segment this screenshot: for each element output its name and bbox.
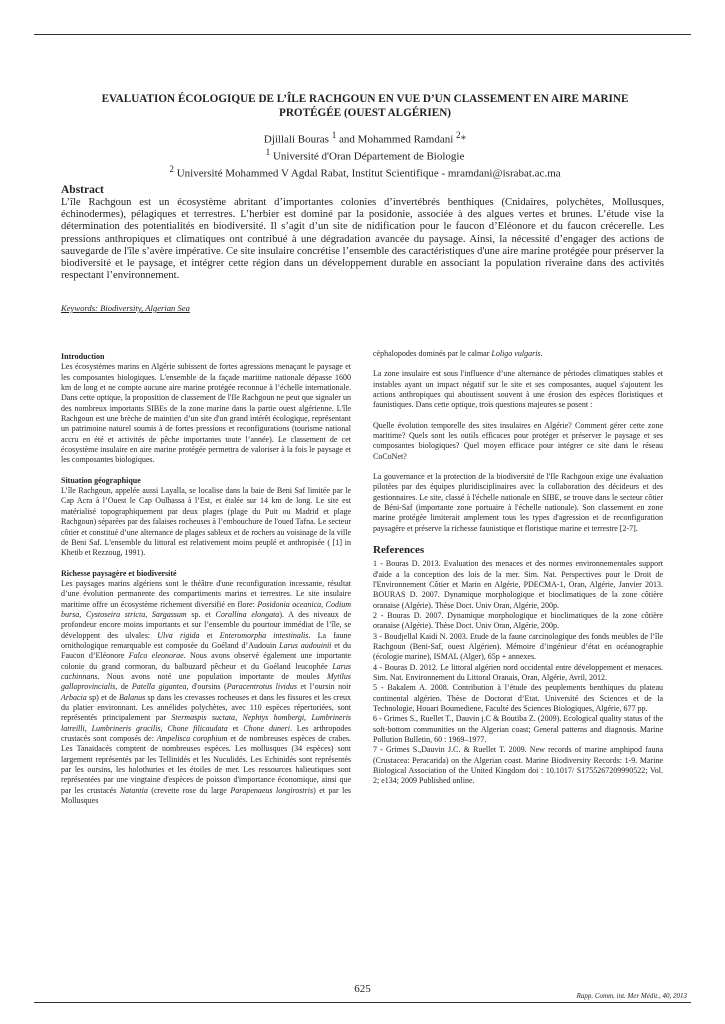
title-line-2: PROTÉGÉE (OUEST ALGÉRIEN) [279,107,451,119]
continuation-text: céphalopodes dominés par le calmar Loligo vulgaris. [373,349,543,358]
top-rule [34,34,691,35]
references-heading: References [373,544,425,557]
gouvernance-text: La gouvernance et la protection de la biodiversité de l'Ile Rachgoun exige une évaluation pilotées par des équipes pluridisciplinaires avec la collaboration des décideurs et des gestionnaires. Le site, classé à l'échelle nationale en SIBE, se trouve dans le secteur côtier de Béni-Saf (importante zone portuaire à l'échelle nationale). Son classement en zone marine protégée limiterait amplement tous les types d'agression et de reconfiguration paysagère et préserve la richesse faunistique et floristique marine et terrestre [2-7]. [373,472,663,533]
reference-item: 4 - Bouras D. 2012. Le littoral algérien nord occidental entre développement et menaces. Sim. Nat. Environnement du Littoral Oranais, Oran, Algérie, Avril, 2012. [373,662,663,682]
richesse-text: Les paysages marins algériens sont le théâtre d'une reconfiguration incessante, résultat d’une évolution permanente des compartiments marins et terrestres. Le site insulaire maritime offre un écosystème richement diversifié en flore: Posidonia oceanica, Codium bursa, Cystoseira stricta, Sargassum sp. et Corallina elongata). A des niveaux de profondeur encore moins importants et sur l’ensemble du pourtour immédiat de l’île, se développent des ulvales: Ulva rigida et Enteromorpha intestinalis. La faune ornithologique remarquable est composée du Goéland d’Audouin Larus audouinii et du Faucon d’Eléonore Falco eleonorae. Nous avons observé également une importante colonie du grand cormoran, du balbuzard pêcheur et du Goéland leucophée Larus cachinnans. Nous avons noté une population importante de moules Mytilus galloprovincialis, de Patella gigantea, d'oursins (Paracentrotus lividus et l’oursin noir Arbacia sp) et de Balanus sp dans les crevasses rocheuses et dans les fissures et les creux du platier environnant. Les annélides polychètes, avec 110 espèces répertoriées, sont représentés principalement par Stermaspis suctata, Nephtys hombergi, Lumbrineris latreilli, Lumbrineris gracilis, Chone filicaudata et Chone duneri. Les arthropodes crustacés sont composés de: Ampelisca corophium et de nombreuses espèces de crabes. Les Tanaidacés comptent de nombreuses espèces. Les mollusques (34 espèces) sont largement représentés par les Tellinidés et les Nuculidés. Les Echinidés sont représentés par les oursins, les holothuries et les étoiles de mer. Les ressources halieutiques sont représentées par une vingtaine d'espèces de poisson d'importance économique, ainsi que par les crustacés Natantia (crevette rose du large Parapenaeus longirostris) et par les Mollusques [61,578,352,806]
left-column [61,352,351,816]
intro-heading: Introduction [61,352,105,361]
page-number: 625 [354,983,371,995]
authors-block [60,129,670,180]
reference-item: 7 - Grimes S.,Dauvin J.C. & Ruellet T. 2009. New records of marine amphipod fauna (Crustacea: Peracarida) on the Algerian coast. Marine Biodiversity Records: 1-9. Marine Biological Association of the United Kingdom doi : 10.1017/ S1755267209990522; Vol. 2; e134; 2009 Published online. [373,745,663,786]
reference-item: 2 - Bouras D. 2007. Dynamique morphologique et bioclimatiques de la zone côtière oranaise (Algérie). Thèse Doct. Univ Oran, Algérie, 200p. [373,610,663,631]
zone-insulaire-text: La zone insulaire est sous l'influence d’une alternance de périodes climatiques stables et instables ayant un impact négatif sur le site et ses composantes, auquel s'ajoutent les actions anthropiques qui aboutissent souvent à une érosion des espèces floristiques et faunistiques. Dans cette optique, trois questions majeures se posent : [373,369,663,410]
keywords: Keywords: Biodiversity, Algerian Sea [61,303,190,313]
reference-item: 6 - Grimes S., Ruellet T., Dauvin j.C & Boutiba Z. (2009). Ecological quality status of the soft-bottom communities on the Algerian coast; General patterns and diagnosis. Marine Pollution Bulletin, 60 : 1969–1977. [373,714,663,744]
journal-footer: Rapp. Comm. int. Mer Médit., 40, 2013 [576,992,687,1000]
situation-heading: Situation géographique [61,475,141,485]
affiliation-2: $^2$ Université Mohammed V Agdal Rabat, Institut Scientifique - mramdani@israbat.ac.ma [169,164,561,180]
reference-item: 1 - Bouras D. 2013. Evaluation des menaces et des normes environnementales support d'aide a la conception des lois de la mer. Sim. Nat. Perspectives pour le Droit de l'Environnement Côtier et Marin en Algérie, PDECMA-1, Oran, Algérie, Janvier 2013. BOURAS D. 2007. Dynamique morphologique et bioclimatiques de la zone côtière oranaise (Algérie). Thèse Doct. Univ Oran, Algérie, 200p. [373,559,663,610]
right-column [373,349,663,787]
abstract-heading: Abstract [61,184,104,196]
intro-text: Les écosystèmes marins en Algérie subissent de fortes agressions menaçant le paysage et les composantes biologiques. L'ensemble de la façade maritime nationale dépasse 1600 km de long et ne compte aucune aire marine protégée reconnue à l’échelle internationale. Dans cette optique, la proposition de classement de l'Ile Rachgoun ne peut que signaler un des nombreux importants SIBEs de la zone marine dans la partie ouest algérienne. L'île Rachgoun est une brèche de maintien d’un site d'un grand intérêt écologique, représentant un patrimoine naturel soumis à de fortes pressions et reconfigurations (tourisme national accru en été et activités de pêche importantes toute l’année). Le classement de cet écosystème insulaire en aire marine protégée permettra de valoriser à la fois le paysage et les composantes biologiques. [61,362,351,465]
richesse-heading: Richesse paysagère et biodiversité [61,568,177,578]
reference-item: 3 - Boudjellal Kaidi N. 2003. Etude de la faune carcinologique des fonds meubles de l’île Rachgoun (Beni-Saf, ouest Algérien). Mémoire d’ingénieur d’état en océanographie (écologie marine), ISMAL (Alger), 65p + annexes. [373,631,663,662]
reference-item: 5 - Bakalem A. 2008. Contribution à l’étude des peuplements benthiques du plateau continental algérien. Thèse de Doctorat d’Etat. Université des Sciences et de la Technologie, Houari Boumediene, Faculté des Sciences Biologiques, Algérie, 677 pp. [373,683,663,713]
paper-title [60,92,670,120]
bottom-rule [34,1002,691,1003]
situation-text: L’île Rachgoun, appelée aussi Layalla, se localise dans la baie de Beni Saf limitée par le Cap Acra à l’Ouest le Cap Oulhassa à l’Est, et étalée sur 14 km de long. Le site est matérialisé topographiquement par deux plages (plage du Puit ou Madrid et plage Rachgoun) séparées par des falaises rocheuses à l’embouchure de l'oued Tafna. Le secteur côtier et constitué d’une alternance de plages sableux et de rochers au voisinage de la ville de Beni Saf. L'ensemble du littoral est relativement moins peuplé et anthropisée ( [1] in Khetib et Rezzoug, 1991). [61,486,351,558]
questions-text: Quelle évolution temporelle des sites insulaires en Algérie? Comment gérer cette zone maritime? Quels sont les outils efficaces pour protéger et préserver le paysage et ses composantes biologiques? Quel moyen efficace pour intégrer ce site dans le réseau CoCoNet? [373,420,663,461]
affiliation-1: $^1$ Université d'Oran Département de Biologie [265,147,465,163]
author-names: Djillali Bouras $^1$ and Mohammed Ramdani $^2$* [263,130,467,146]
title-line-1: EVALUATION ÉCOLOGIQUE DE L’ÎLE RACHGOUN EN VUE D’UN CLASSEMENT EN AIRE MARINE [101,93,629,105]
abstract-text: L’île Rachgoun est un écosystème abritant d’importantes colonies d’invertébrés benthiques (Cnidaires, polychètes, Mollusques, échinodermes), pélagiques et terrestres. L’herbier est dominé par la posidonie, associée à des algues vertes et brunes. L’étude vise la détermination des potentialités en biodiversité. Il s’agit d’un site de nidification pour le faucon d’Eléonore et du faucon crécerelle. Les pressions anthropiques et climatiques ont contribué à une dégradation avancée du paysage. Ainsi, la nécessité d’engager des actions de sauvegarde de l'île s’avère impérative. Ce site insulaire concrétise l’ensemble des caractéristiques d'une aire marine protégée pour préserver la biodiversité et le paysage, et intégrer cette région dans un développement durable en associant la population riveraine dans des activités respectant l’environnement. [61,197,664,282]
